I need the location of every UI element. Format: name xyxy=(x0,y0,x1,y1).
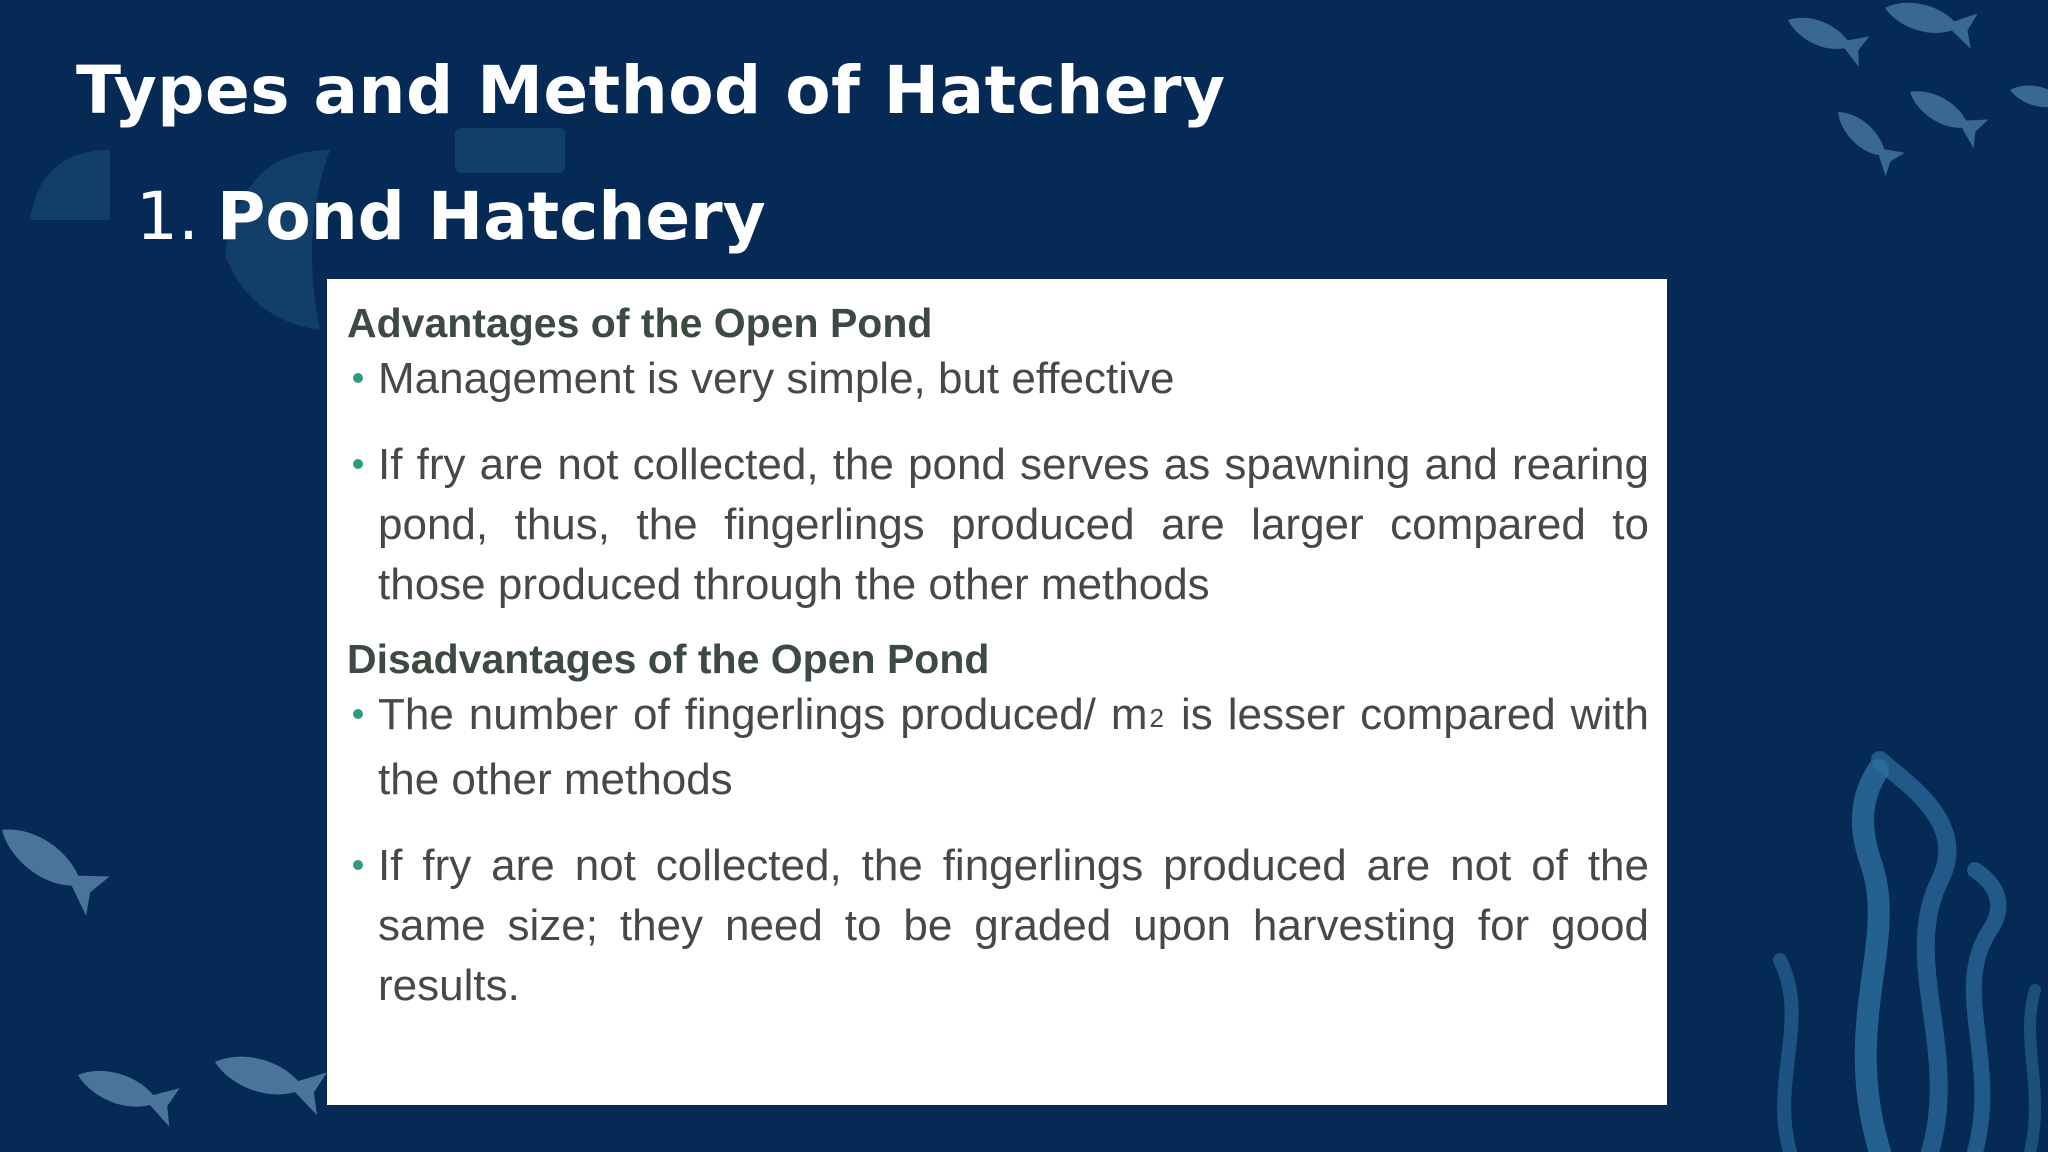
list-item-text: If fry are not collected, the fingerlings produced are not of the same size; they need to be graded upon harvesting for good results. xyxy=(378,841,1649,1010)
fish-icon xyxy=(2007,78,2048,118)
list-item xyxy=(347,836,1649,1016)
advantages-list xyxy=(347,349,1649,615)
bullet-icon xyxy=(353,373,363,383)
list-item xyxy=(347,435,1649,615)
fish-icon xyxy=(0,812,112,916)
list-item-text: If fry are not collected, the pond serves as spawning and rearing pond, thus, the fingerlings produced are larger compared to those produced through the other methods xyxy=(378,440,1649,609)
fish-icon xyxy=(209,1042,329,1115)
fish-icon xyxy=(1880,0,1979,49)
slide-title: Types and Method of Hatchery xyxy=(76,52,1226,129)
disadvantages-heading: Disadvantages of the Open Pond xyxy=(347,636,990,682)
disadvantages-list xyxy=(347,685,1649,1016)
advantages-heading: Advantages of the Open Pond xyxy=(347,300,933,346)
bullet-icon xyxy=(353,860,363,870)
section-heading xyxy=(136,178,766,255)
seaweed-icon xyxy=(1780,760,2035,1152)
bullet-icon xyxy=(353,709,363,719)
list-item-text: The number of fingerlings produced/ m xyxy=(378,690,1148,739)
list-item xyxy=(347,685,1649,810)
list-item xyxy=(347,349,1649,409)
list-item-text: is lesser compared with the other methods xyxy=(378,690,1650,804)
content-panel xyxy=(327,279,1667,1105)
unit-subscript: 2 xyxy=(1149,703,1165,733)
fish-icon xyxy=(1827,101,1906,176)
fish-icon xyxy=(1902,79,1990,149)
list-item-text: Management is very simple, but effective xyxy=(378,354,1175,403)
fish-icon xyxy=(1782,6,1871,67)
bullet-icon xyxy=(353,459,363,469)
section-name: Pond Hatchery xyxy=(216,178,766,255)
section-number: 1. xyxy=(136,178,199,255)
fish-icon xyxy=(72,1057,182,1127)
